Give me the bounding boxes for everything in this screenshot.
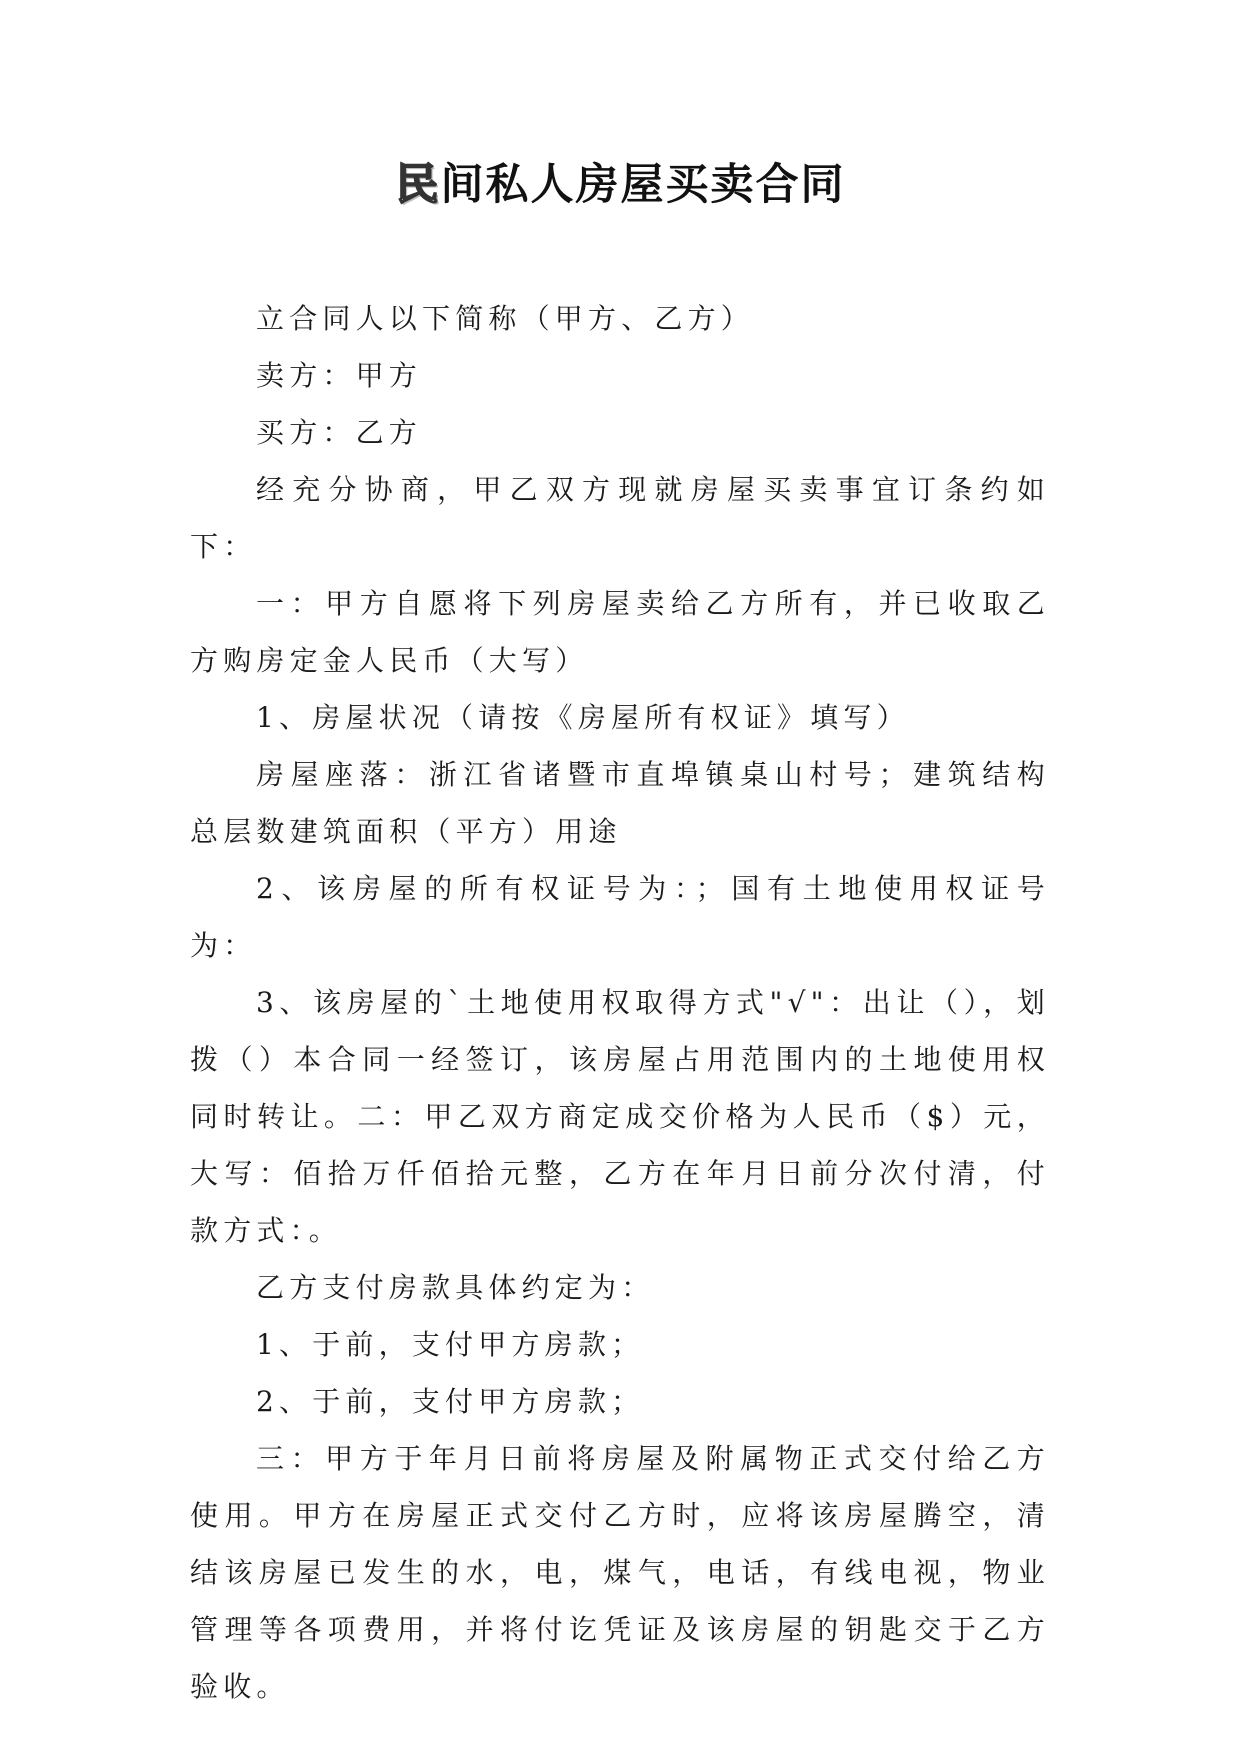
paragraph-payment-2: 2、于前，支付甲方房款；: [256, 1385, 645, 1418]
paragraph-seller: 卖方：甲方: [256, 359, 423, 392]
paragraph-intro: 经充分协商，甲乙双方现就房屋买卖事宜订条约如下：: [190, 473, 1050, 563]
paragraph-payment-1: 1、于前，支付甲方房款；: [256, 1328, 645, 1361]
title-rest: 间私人房屋买卖合同: [440, 160, 846, 210]
paragraph-house-status: 1、房屋状况（请按《房屋所有权证》填写）: [256, 701, 910, 734]
document-title: [0, 155, 1241, 215]
paragraph-clause-1: 一：甲方自愿将下列房屋卖给乙方所有，并已收取乙方购房定金人民币（大写）: [190, 587, 1050, 677]
paragraph-clause-3: 三：甲方于年月日前将房屋及附属物正式交付给乙方使用。甲方在房屋正式交付乙方时，应将该房屋腾空，清结该房屋已发生的水，电，煤气，电话，有线电视，物业管理等各项费用，并将付讫凭证及该房屋的钥匙交于乙方验收。: [190, 1442, 1050, 1703]
document-body: [190, 290, 1050, 1715]
paragraph-payment-terms: 乙方支付房款具体约定为：: [256, 1271, 655, 1304]
paragraph-certificates: 2、该房屋的所有权证号为：；国有土地使用权证号为：: [190, 872, 1050, 962]
paragraph-buyer: 买方：乙方: [256, 416, 423, 449]
paragraph-land-use-and-price: 3、该房屋的`土地使用权取得方式"√"：出让（），划拨（）本合同一经签订，该房屋占用范围内的土地使用权同时转让。二：甲乙双方商定成交价格为人民币（$）元，大写：佰拾万仟佰拾元整，乙方在年月日前分次付清，付款方式：。: [190, 986, 1050, 1247]
paragraph-house-location: 房屋座落：浙江省诸暨市直埠镇桌山村号；建筑结构总层数建筑面积（平方）用途: [190, 758, 1050, 848]
paragraph-parties: 立合同人以下简称（甲方、乙方）: [256, 302, 755, 335]
title-first-char: 民: [395, 160, 441, 210]
